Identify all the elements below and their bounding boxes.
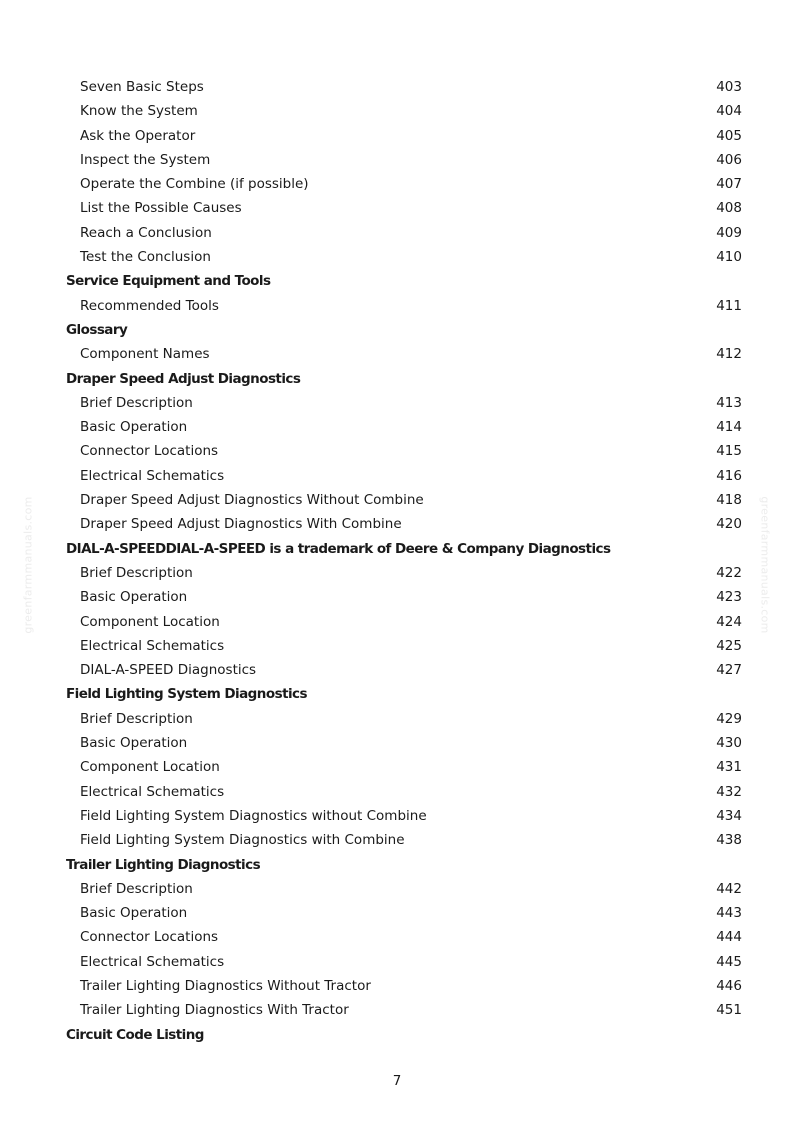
toc-entry[interactable]	[0, 707, 794, 731]
toc-page-number: 415	[716, 443, 742, 460]
toc-entry[interactable]	[0, 925, 794, 949]
toc-page-number: 427	[716, 662, 742, 679]
toc-entry-title: Brief Description	[80, 394, 193, 411]
toc-entry[interactable]	[0, 464, 794, 488]
toc-page-number: 442	[716, 880, 742, 897]
toc-page-number: 423	[716, 589, 742, 606]
toc-page-number: 407	[716, 176, 742, 193]
toc-entry[interactable]	[0, 828, 794, 852]
toc-entry[interactable]	[0, 610, 794, 634]
toc-page-number: 409	[716, 224, 742, 241]
toc-section-heading[interactable]	[0, 537, 794, 561]
toc-page-number: 429	[716, 710, 742, 727]
watermark-left: greenfarmmanuals.com	[21, 496, 35, 634]
toc-entry[interactable]	[0, 99, 794, 123]
toc-entry[interactable]	[0, 901, 794, 925]
toc-entry-title: Trailer Lighting Diagnostics Without Tractor	[80, 977, 371, 994]
toc-entry[interactable]	[0, 658, 794, 682]
toc-entry-title: Basic Operation	[80, 735, 188, 752]
toc-entry-title: Seven Basic Steps	[80, 79, 204, 95]
toc-page-number: 420	[716, 516, 742, 533]
toc-entry-title: Connector Locations	[80, 443, 219, 460]
toc-page-number: 413	[716, 394, 742, 411]
toc-entry[interactable]	[0, 172, 794, 196]
toc-entry-title: Component Location	[80, 759, 220, 776]
toc-entry-title: Electrical Schematics	[80, 467, 225, 484]
toc-page-number: 406	[716, 151, 742, 168]
toc-page-number: 445	[716, 953, 742, 970]
toc-entry-title: Trailer Lighting Diagnostics	[66, 856, 261, 873]
toc-entry[interactable]	[0, 391, 794, 415]
toc-page-number: 404	[716, 103, 742, 120]
toc-page-number: 451	[716, 1002, 742, 1019]
toc-page-number: 443	[716, 905, 742, 922]
toc-page-number: 403	[716, 79, 742, 95]
toc-section-heading[interactable]	[0, 318, 794, 342]
toc-entry-title: Service Equipment and Tools	[66, 273, 271, 290]
toc-entry-title: Electrical Schematics	[80, 953, 225, 970]
toc-entry-title: Ask the Operator	[80, 127, 196, 144]
toc-page-number: 412	[716, 346, 742, 363]
toc-entry[interactable]	[0, 512, 794, 536]
toc-page-number: 434	[716, 807, 742, 824]
toc-entry-title: Glossary	[66, 321, 128, 338]
toc-entry-title: Basic Operation	[80, 905, 188, 922]
toc-page-number: 422	[716, 564, 742, 581]
toc-entry-title: Field Lighting System Diagnostics with Combine	[80, 832, 405, 849]
toc-entry[interactable]	[0, 634, 794, 658]
toc-entry[interactable]	[0, 415, 794, 439]
toc-entry-title: DIAL-A-SPEEDDIAL-A-SPEED is a trademark of Deere & Company Diagnostics	[66, 540, 611, 557]
toc-page-number: 405	[716, 127, 742, 144]
toc-entry-title: Draper Speed Adjust Diagnostics Without Combine	[80, 492, 424, 509]
page-number: 7	[392, 1073, 402, 1089]
toc-entry-title: Brief Description	[80, 880, 193, 897]
toc-entry-title: Electrical Schematics	[80, 783, 225, 800]
toc-entry[interactable]	[0, 124, 794, 148]
toc-entry-title: Circuit Code Listing	[66, 1026, 204, 1043]
toc-entry-title: Basic Operation	[80, 589, 188, 606]
toc-entry-title: Trailer Lighting Diagnostics With Tractor	[80, 1002, 349, 1019]
toc-entry-title: Operate the Combine (if possible)	[80, 176, 309, 193]
toc-entry-title: Basic Operation	[80, 419, 188, 436]
toc-entry[interactable]	[0, 342, 794, 366]
toc-page-number: 408	[716, 200, 742, 217]
toc-entry-title: List the Possible Causes	[80, 200, 242, 217]
toc-entry-title: Connector Locations	[80, 929, 219, 946]
toc-entry[interactable]	[0, 75, 794, 99]
toc-page-number: 424	[716, 613, 742, 630]
toc-entry[interactable]	[0, 780, 794, 804]
toc-page-number: 446	[716, 977, 742, 994]
toc-entry[interactable]	[0, 196, 794, 220]
watermark-right: greenfarmmanuals.com	[758, 496, 772, 634]
toc-entry[interactable]	[0, 561, 794, 585]
toc-entry[interactable]	[0, 148, 794, 172]
toc-entry[interactable]	[0, 998, 794, 1022]
toc-entry-title: Electrical Schematics	[80, 637, 225, 654]
toc-section-heading[interactable]	[0, 1023, 794, 1047]
toc-section-heading[interactable]	[0, 367, 794, 391]
toc-entry-title: Reach a Conclusion	[80, 224, 212, 241]
toc-section-heading[interactable]	[0, 269, 794, 293]
toc-entry-title: Brief Description	[80, 564, 193, 581]
toc-entry-title: Brief Description	[80, 710, 193, 727]
toc-entry[interactable]	[0, 245, 794, 269]
toc-entry-title: Inspect the System	[80, 151, 211, 168]
toc-page-number: 418	[716, 492, 742, 509]
toc-page-number: 414	[716, 419, 742, 436]
toc-section-heading[interactable]	[0, 682, 794, 706]
toc-entry[interactable]	[0, 755, 794, 779]
toc-entry[interactable]	[0, 950, 794, 974]
toc-entry[interactable]	[0, 974, 794, 998]
toc-entry[interactable]	[0, 731, 794, 755]
table-of-contents	[0, 75, 794, 1047]
toc-entry-title: Recommended Tools	[80, 297, 219, 314]
toc-page-number: 430	[716, 735, 742, 752]
toc-page-number: 431	[716, 759, 742, 776]
toc-entry[interactable]	[0, 877, 794, 901]
toc-entry[interactable]	[0, 439, 794, 463]
toc-entry-title: Field Lighting System Diagnostics without Combine	[80, 807, 427, 824]
toc-entry-title: DIAL-A-SPEED Diagnostics	[80, 662, 257, 679]
toc-entry-title: Component Names	[80, 346, 210, 363]
toc-entry-title: Test the Conclusion	[80, 249, 211, 266]
toc-entry[interactable]	[0, 804, 794, 828]
toc-page-number: 425	[716, 637, 742, 654]
toc-entry-title: Draper Speed Adjust Diagnostics With Combine	[80, 516, 402, 533]
toc-section-heading[interactable]	[0, 853, 794, 877]
toc-page-number: 432	[716, 783, 742, 800]
toc-page-number: 416	[716, 467, 742, 484]
toc-page-number: 410	[716, 249, 742, 266]
toc-entry-title: Component Location	[80, 613, 220, 630]
toc-entry-title: Know the System	[80, 103, 198, 120]
toc-entry[interactable]	[0, 488, 794, 512]
toc-entry[interactable]	[0, 294, 794, 318]
toc-page-number: 411	[716, 297, 742, 314]
toc-page-number: 438	[716, 832, 742, 849]
toc-entry-title: Field Lighting System Diagnostics	[66, 686, 307, 703]
toc-entry[interactable]	[0, 585, 794, 609]
toc-entry[interactable]	[0, 221, 794, 245]
toc-page-number: 444	[716, 929, 742, 946]
toc-entry-title: Draper Speed Adjust Diagnostics	[66, 370, 301, 387]
